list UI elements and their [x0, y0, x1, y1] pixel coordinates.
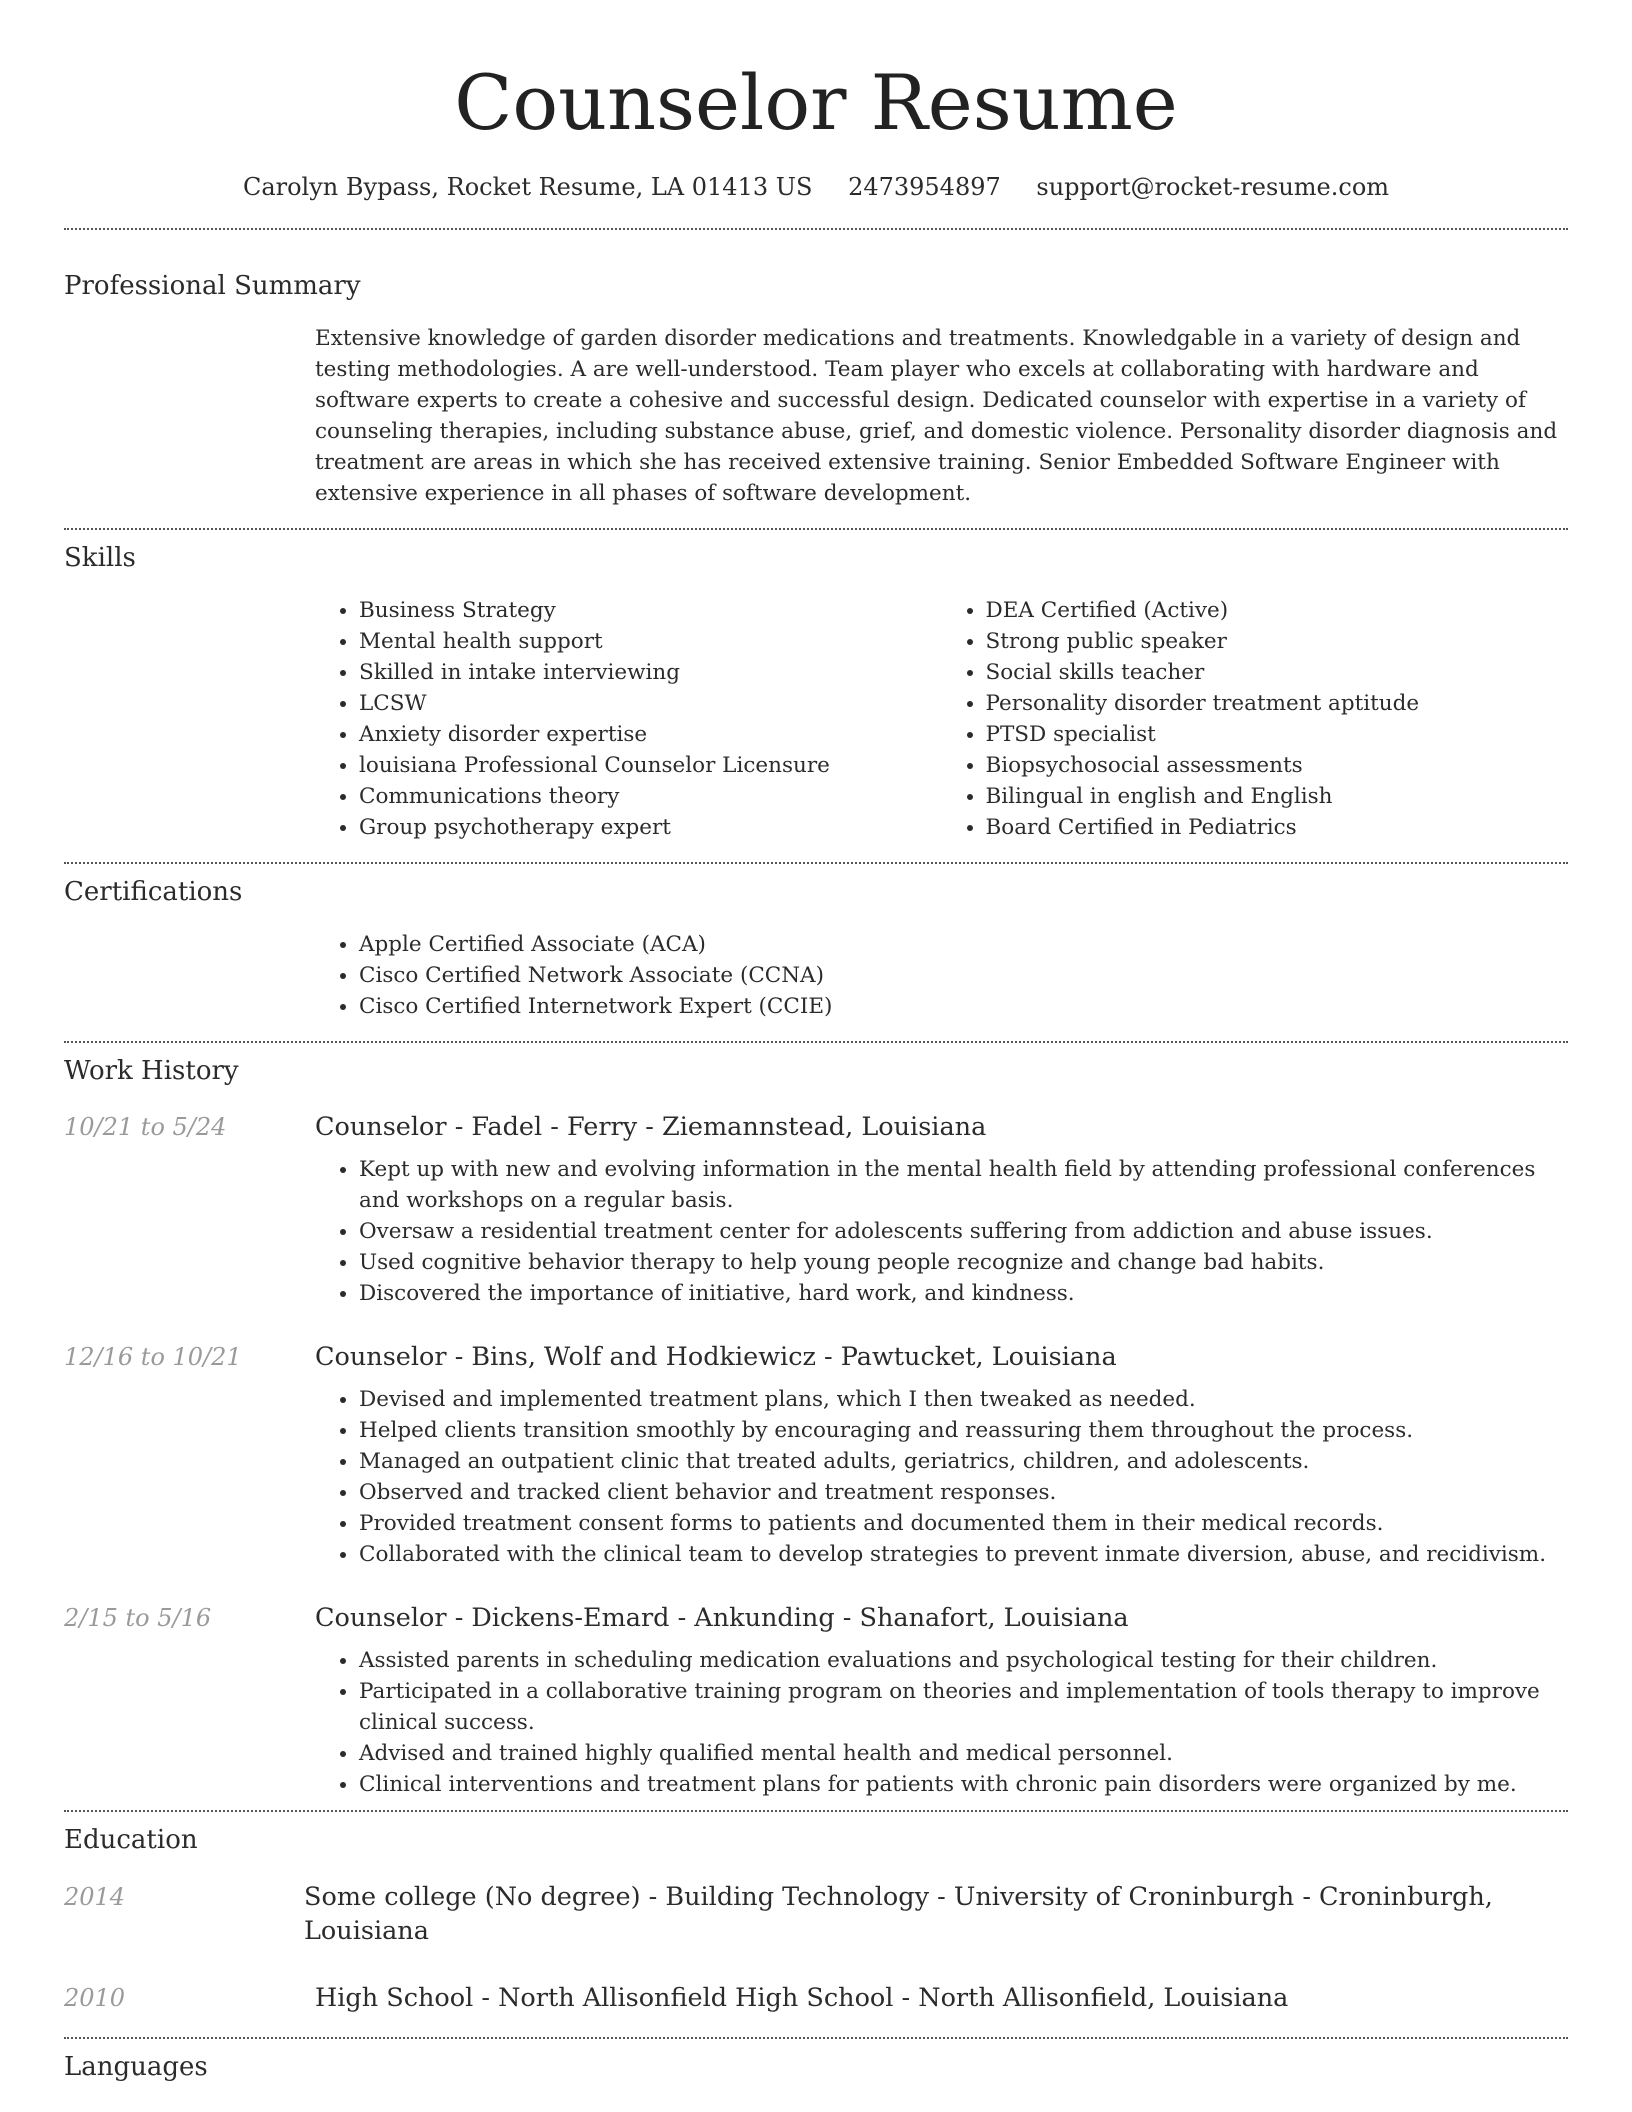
contact-email: support@rocket-resume.com: [1036, 173, 1390, 201]
job-bullet: • Advised and trained highly qualified mental health and medical personnel.: [359, 1738, 1568, 1769]
certification-item: • Cisco Certified Internetwork Expert (CCIE): [359, 991, 1568, 1022]
section-divider: [64, 1041, 1568, 1043]
skills-heading: Skills: [64, 543, 136, 573]
job-bullets: [315, 1154, 1568, 1309]
job-bullets: [315, 1384, 1568, 1570]
job-bullets: [315, 1645, 1568, 1800]
job-entry: [64, 1340, 1568, 1570]
job-bullet: • Devised and implemented treatment plans, which I then tweaked as needed.: [359, 1384, 1568, 1415]
job-date: 10/21 to 5/24: [64, 1113, 227, 1141]
education-entry: [64, 1981, 1568, 2015]
skill-item: • Strong public speaker: [986, 626, 1569, 657]
skill-item: • Board Certified in Pediatrics: [986, 812, 1569, 843]
section-divider: [64, 228, 1568, 230]
job-title: Counselor - Bins, Wolf and Hodkiewicz - Pawtucket, Louisiana: [315, 1342, 1117, 1372]
certifications-list: [315, 929, 1568, 1022]
skill-item: • LCSW: [359, 688, 942, 719]
certification-item: • Apple Certified Associate (ACA): [359, 929, 1568, 960]
skill-item: • Biopsychosocial assessments: [986, 750, 1569, 781]
job-title: Counselor - Fadel - Ferry - Ziemannstead, Louisiana: [315, 1112, 987, 1142]
section-divider: [64, 1810, 1568, 1812]
job-bullet: • Participated in a collaborative training program on theories and implementation of tools therapy to improve clinical success.: [359, 1676, 1568, 1738]
section-divider: [64, 2037, 1568, 2039]
education-date: 2014: [64, 1883, 126, 1911]
contact-line: [64, 170, 1568, 204]
languages-heading: Languages: [64, 2052, 208, 2082]
education-entry: [64, 1880, 1568, 1948]
skill-item: • louisiana Professional Counselor Licensure: [359, 750, 942, 781]
skill-item: • Communications theory: [359, 781, 942, 812]
skills-column-left: [315, 595, 942, 843]
job-entry: [64, 1601, 1568, 1800]
certification-item: • Cisco Certified Network Associate (CCNA): [359, 960, 1568, 991]
job-bullet: • Clinical interventions and treatment plans for patients with chronic pain disorders were organized by me.: [359, 1769, 1568, 1800]
job-bullet: • Discovered the importance of initiative, hard work, and kindness.: [359, 1278, 1568, 1309]
skill-item: • PTSD specialist: [986, 719, 1569, 750]
education-heading: Education: [64, 1825, 198, 1855]
skill-item: • Bilingual in english and English: [986, 781, 1569, 812]
job-bullet: • Observed and tracked client behavior and treatment responses.: [359, 1477, 1568, 1508]
work-history-heading: Work History: [64, 1056, 239, 1086]
skill-item: • Anxiety disorder expertise: [359, 719, 942, 750]
skill-item: • Business Strategy: [359, 595, 942, 626]
job-date: 12/16 to 10/21: [64, 1343, 242, 1371]
job-bullet: • Assisted parents in scheduling medication evaluations and psychological testing for their children.: [359, 1645, 1568, 1676]
job-bullet: • Oversaw a residential treatment center for adolescents suffering from addiction and abuse issues.: [359, 1216, 1568, 1247]
skill-item: • Social skills teacher: [986, 657, 1569, 688]
job-bullet: • Managed an outpatient clinic that treated adults, geriatrics, children, and adolescents.: [359, 1446, 1568, 1477]
summary-heading: Professional Summary: [64, 271, 361, 301]
job-bullet: • Provided treatment consent forms to patients and documented them in their medical records.: [359, 1508, 1568, 1539]
resume-title: Counselor Resume: [454, 58, 1178, 147]
job-bullet: • Kept up with new and evolving information in the mental health field by attending professional conferences and workshops on a regular basis.: [359, 1154, 1568, 1216]
skill-item: • Skilled in intake interviewing: [359, 657, 942, 688]
job-bullet: • Used cognitive behavior therapy to help young people recognize and change bad habits.: [359, 1247, 1568, 1278]
contact-address: Carolyn Bypass, Rocket Resume, LA 01413 US: [242, 173, 813, 201]
job-bullet: • Collaborated with the clinical team to develop strategies to prevent inmate diversion, abuse, and recidivism.: [359, 1539, 1568, 1570]
education-title: High School - North Allisonfield High School - North Allisonfield, Louisiana: [315, 1983, 1289, 2013]
skill-item: • Mental health support: [359, 626, 942, 657]
skill-item: • DEA Certified (Active): [986, 595, 1569, 626]
education-title: Some college (No degree) - Building Technology - University of Croninburgh - Croninburgh, Louisiana: [304, 1882, 1493, 1946]
job-entry: [64, 1110, 1568, 1309]
skills-column-right: [942, 595, 1569, 843]
education-date: 2010: [64, 1984, 126, 2012]
resume-page: [64, 0, 1568, 2085]
section-divider: [64, 528, 1568, 530]
job-title: Counselor - Dickens-Emard - Ankunding - Shanafort, Louisiana: [315, 1603, 1129, 1633]
skill-item: • Personality disorder treatment aptitude: [986, 688, 1569, 719]
job-date: 2/15 to 5/16: [64, 1604, 212, 1632]
summary-text: Extensive knowledge of garden disorder medications and treatments. Knowledgable in a variety of design and testing methodologies. A are well-understood. Team player who excels at collaborating with hardware and software experts to create a cohesive and successful design. Dedicated counselor with expertise in a variety of counseling therapies, including substance abuse, grief, and domestic violence. Personality disorder diagnosis and treatment are areas in which she has received extensive training. Senior Embedded Software Engineer with extensive experience in all phases of software development.: [315, 326, 1558, 506]
contact-phone: 2473954897: [848, 173, 1001, 201]
skill-item: • Group psychotherapy expert: [359, 812, 942, 843]
skills-list: [315, 595, 1568, 843]
section-divider: [64, 862, 1568, 864]
certifications-heading: Certifications: [64, 877, 243, 907]
job-bullet: • Helped clients transition smoothly by encouraging and reassuring them throughout the process.: [359, 1415, 1568, 1446]
